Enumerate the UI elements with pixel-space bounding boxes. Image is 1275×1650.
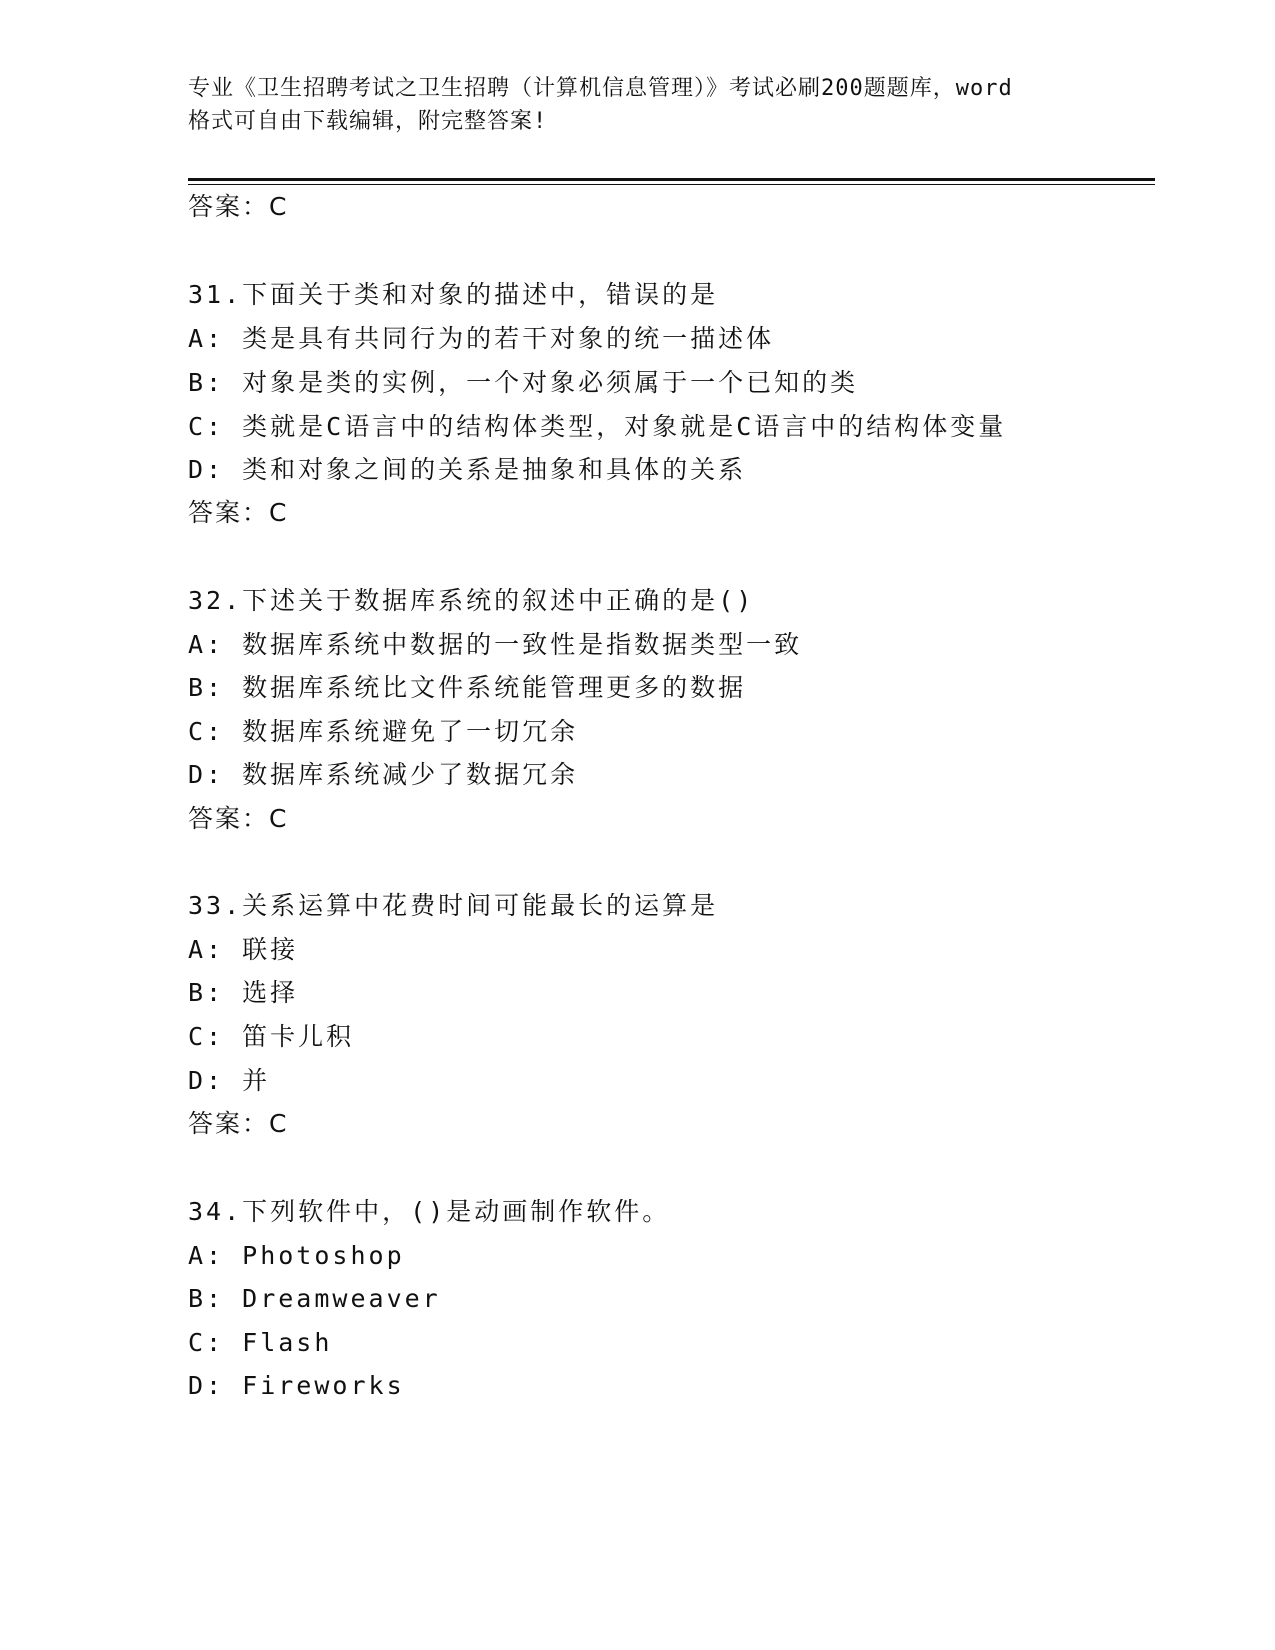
question-stem: 34.下列软件中，()是动画制作软件。	[188, 1197, 671, 1226]
option-a: A: 数据库系统中数据的一致性是指数据类型一致	[188, 630, 803, 659]
question-stem: 32.下述关于数据库系统的叙述中正确的是()	[188, 586, 755, 615]
option-a: A: 类是具有共同行为的若干对象的统一描述体	[188, 324, 775, 353]
option-d: D: 类和对象之间的关系是抽象和具体的关系	[188, 455, 747, 484]
document-header	[188, 72, 1088, 138]
header-line-2: 格式可自由下载编辑，附完整答案!	[188, 109, 548, 134]
option-c: C: 数据库系统避免了一切冗余	[188, 717, 579, 746]
option-c: C: 笛卡儿积	[188, 1022, 355, 1051]
option-d: D: 并	[188, 1066, 271, 1095]
option-d: D: Fireworks	[188, 1371, 405, 1400]
question-stem: 31.下面关于类和对象的描述中，错误的是	[188, 280, 719, 309]
option-b: B: Dreamweaver	[188, 1284, 441, 1313]
option-c: C: 类就是C语言中的结构体类型，对象就是C语言中的结构体变量	[188, 412, 1007, 441]
answer: 答案：C	[188, 804, 289, 833]
header-rule-thick	[188, 178, 1155, 181]
option-b: B: 选择	[188, 978, 299, 1007]
header-rule-thin	[188, 184, 1155, 185]
answer: 答案：C	[188, 498, 289, 527]
option-a: A: 联接	[188, 935, 299, 964]
answer: 答案：C	[188, 1109, 289, 1138]
header-line-1: 专业《卫生招聘考试之卫生招聘（计算机信息管理）》考试必刷200题题库，word	[188, 76, 1013, 101]
option-a: A: Photoshop	[188, 1241, 405, 1270]
question-stem: 33.关系运算中花费时间可能最长的运算是	[188, 891, 719, 920]
previous-answer: 答案：C	[188, 192, 289, 221]
option-b: B: 对象是类的实例，一个对象必须属于一个已知的类	[188, 368, 859, 397]
option-d: D: 数据库系统减少了数据冗余	[188, 760, 579, 789]
option-c: C: Flash	[188, 1328, 333, 1357]
option-b: B: 数据库系统比文件系统能管理更多的数据	[188, 673, 747, 702]
